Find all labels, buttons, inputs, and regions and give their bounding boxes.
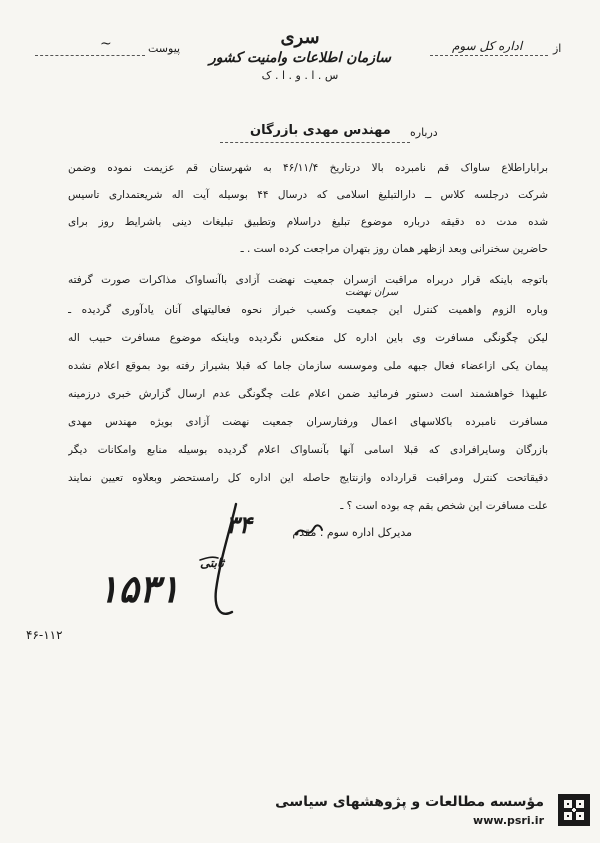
attachment-scribble: ~ [100,36,112,52]
organization-header [190,28,410,84]
body-line: مسافرت نامبرده باکلاسهای اعمال ورفتارسران جمعیت نهضت آزادی بویژه مهندس مهدی [68,416,548,428]
handwritten-insert: سران نهضت [345,287,399,298]
body-line: حاضرین سخنرانی وبعد ازظهر همان روز بتهران مراجعت کرده است . ـ [240,243,548,255]
body-line: علیهذا خواهشمند است دستور فرمائید ضمن اعلام علت چگونگی عدم ارسال گزارش خبری درزمینه [68,388,548,400]
institute-name: مؤسسه مطالعات و پژوهشهای سیاسی [275,794,544,810]
handwritten-file-number: ۱۵۳۱ [98,566,180,611]
body-line: شده مدت ده دقیقه درباره موضوع تبلیغ دراسلام وتطبیق تبلیغات دینی باشرایط روز برای [68,216,548,228]
from-line [430,55,548,56]
body-line: لیکن چگونگی مسافرت وی باین اداره کل منعکس نگردیده وباینکه موضوع مسافرت حبیب اله [68,332,548,344]
document-number: ۴۶-۱۱۲ [26,628,63,642]
archive-footer [275,792,582,834]
attachment-line [35,55,145,56]
organization-name: سازمان اطلاعات وامنیت کشور [208,50,392,66]
institute-logo-icon [558,794,590,826]
body-line: بازرگان وسایرافرادی که قبلا اسامی آنها بآنساواک اعلام گردیده بوسیله منابع وامکانات دیگر [68,444,548,456]
classification-mark: سری [280,27,320,48]
subject-underline [220,142,410,143]
organization-code: س . ا . و . ا . ک [261,69,339,82]
attachment-label: پیوست [148,42,181,55]
subject-text: مهندس مهدی بازرگان [250,123,391,138]
handwritten-bracket-mark [190,500,260,625]
body-line: پیمان یکی ازاعضاء فعال جبهه ملی وموسسه سازمان جاما که قبلا بشیراز رفته بود بموقع اعلام نشده [68,360,548,372]
body-line: دقیقاتحت کنترل ومراقبت قرارداده وازنتایج حاصله این اداره کل رامستحضر وبعلاوه تعیین نمایند [68,472,548,484]
body-line: براباراطلاع ساواک قم نامبرده بالا درتاریخ ۴۶/۱۱/۴ به شهرستان قم عزیمت نموده وضمن [68,162,548,174]
signature-closing: مدیرکل اداره سوم . مقدم [292,526,412,539]
from-value: اداره کل سوم [452,39,523,53]
handwritten-margin-number: ۳۴ [226,510,252,539]
handwritten-flourish [294,520,324,542]
from-label: از [553,42,562,55]
handwritten-initials: ثابتی [200,556,224,570]
body-line: باتوجه باینکه قرار دربراه مراقبت ازسران جمعیت نهضت آزادی باآنساواک مذاکرات صورت گرفته [68,274,548,286]
institute-url: www.psri.ir [473,814,544,827]
body-line: وباره الزوم واهمیت کنترل این جمعیت وکسب خبراز نحوه فعالیتهای آنان یادآوری گردیده ـ [68,304,548,316]
body-line: علت مسافرت این شخص بقم چه بوده است ؟ ـ [340,500,548,512]
subject-label: درباره [410,126,438,139]
body-line: شرکت درجلسه کلاس ــ دارالتبلیغ اسلامی که درسال ۴۴ بوسیله آیت اله شریعتمداری تاسیس [68,189,548,201]
